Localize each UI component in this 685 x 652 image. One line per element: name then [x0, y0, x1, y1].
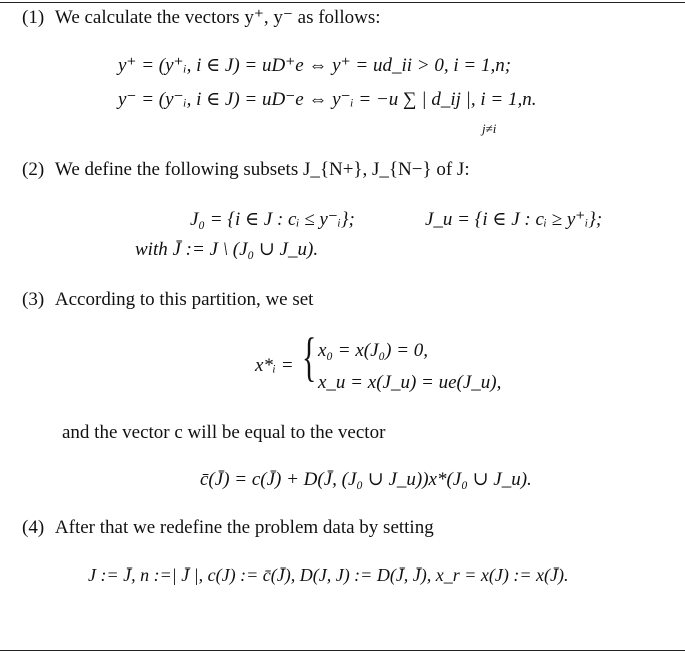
step-1-text: We calculate the vectors y⁺, y⁻ as follows: [54, 7, 381, 28]
equation-1a: y⁺ = (y⁺ᵢ, i ∈ J) = uD⁺e ⇔ y⁺ = ud_ii > 0, i = 1,n; [118, 55, 512, 76]
equation-2c: with J̄ := J \ (J₀ ∪ J_u). [135, 239, 319, 260]
equation-3-case-2: x_u = x(J_u) = ue(J_u), [318, 372, 502, 393]
sum-index: j≠i [482, 121, 497, 136]
equation-2a: J₀ = {i ∈ J : cᵢ ≤ y⁻ᵢ}; [190, 209, 355, 230]
step-3-label: (3) [22, 289, 45, 310]
step-2-text: We define the following subsets J_{N+}, J_{N−} of J: [54, 159, 470, 180]
equation-3-lhs: x*ᵢ = [255, 355, 294, 376]
step-4-heading [22, 518, 434, 537]
step-2-label: (2) [22, 159, 45, 180]
step-4-text: After that we redefine the problem data by setting [54, 517, 434, 538]
equation-4: J := J̄, n :=| J̄ |, c(J) := c̄(J̄), D(J, J) := D(J̄, J̄), x_r = x(J) := x(J̄). [88, 565, 569, 585]
step-2-heading [22, 160, 470, 179]
step-3-text: According to this partition, we set [54, 289, 314, 310]
equation-3-case-1: x₀ = x(J₀) = 0, [318, 340, 429, 361]
step-3-heading [22, 290, 313, 309]
equation-2b: J_u = {i ∈ J : cᵢ ≥ y⁺ᵢ}; [425, 209, 603, 230]
equation-3-c: c̄(J̄) = c(J̄) + D(J̄, (J₀ ∪ J_u))x*(J₀ ∪ J_u). [200, 469, 532, 490]
step-1-label: (1) [22, 7, 45, 28]
equation-3-text: and the vector c will be equal to the vector [62, 422, 386, 443]
step-4-label: (4) [22, 517, 45, 538]
left-brace: { [302, 327, 317, 387]
step-1-heading [22, 8, 381, 27]
equation-1b: y⁻ = (y⁻ᵢ, i ∈ J) = uD⁻e ⇔ y⁻ᵢ = −u ∑ | d_ij |, i = 1,n. [118, 89, 537, 110]
top-rule [0, 2, 685, 3]
bottom-rule [0, 650, 685, 651]
